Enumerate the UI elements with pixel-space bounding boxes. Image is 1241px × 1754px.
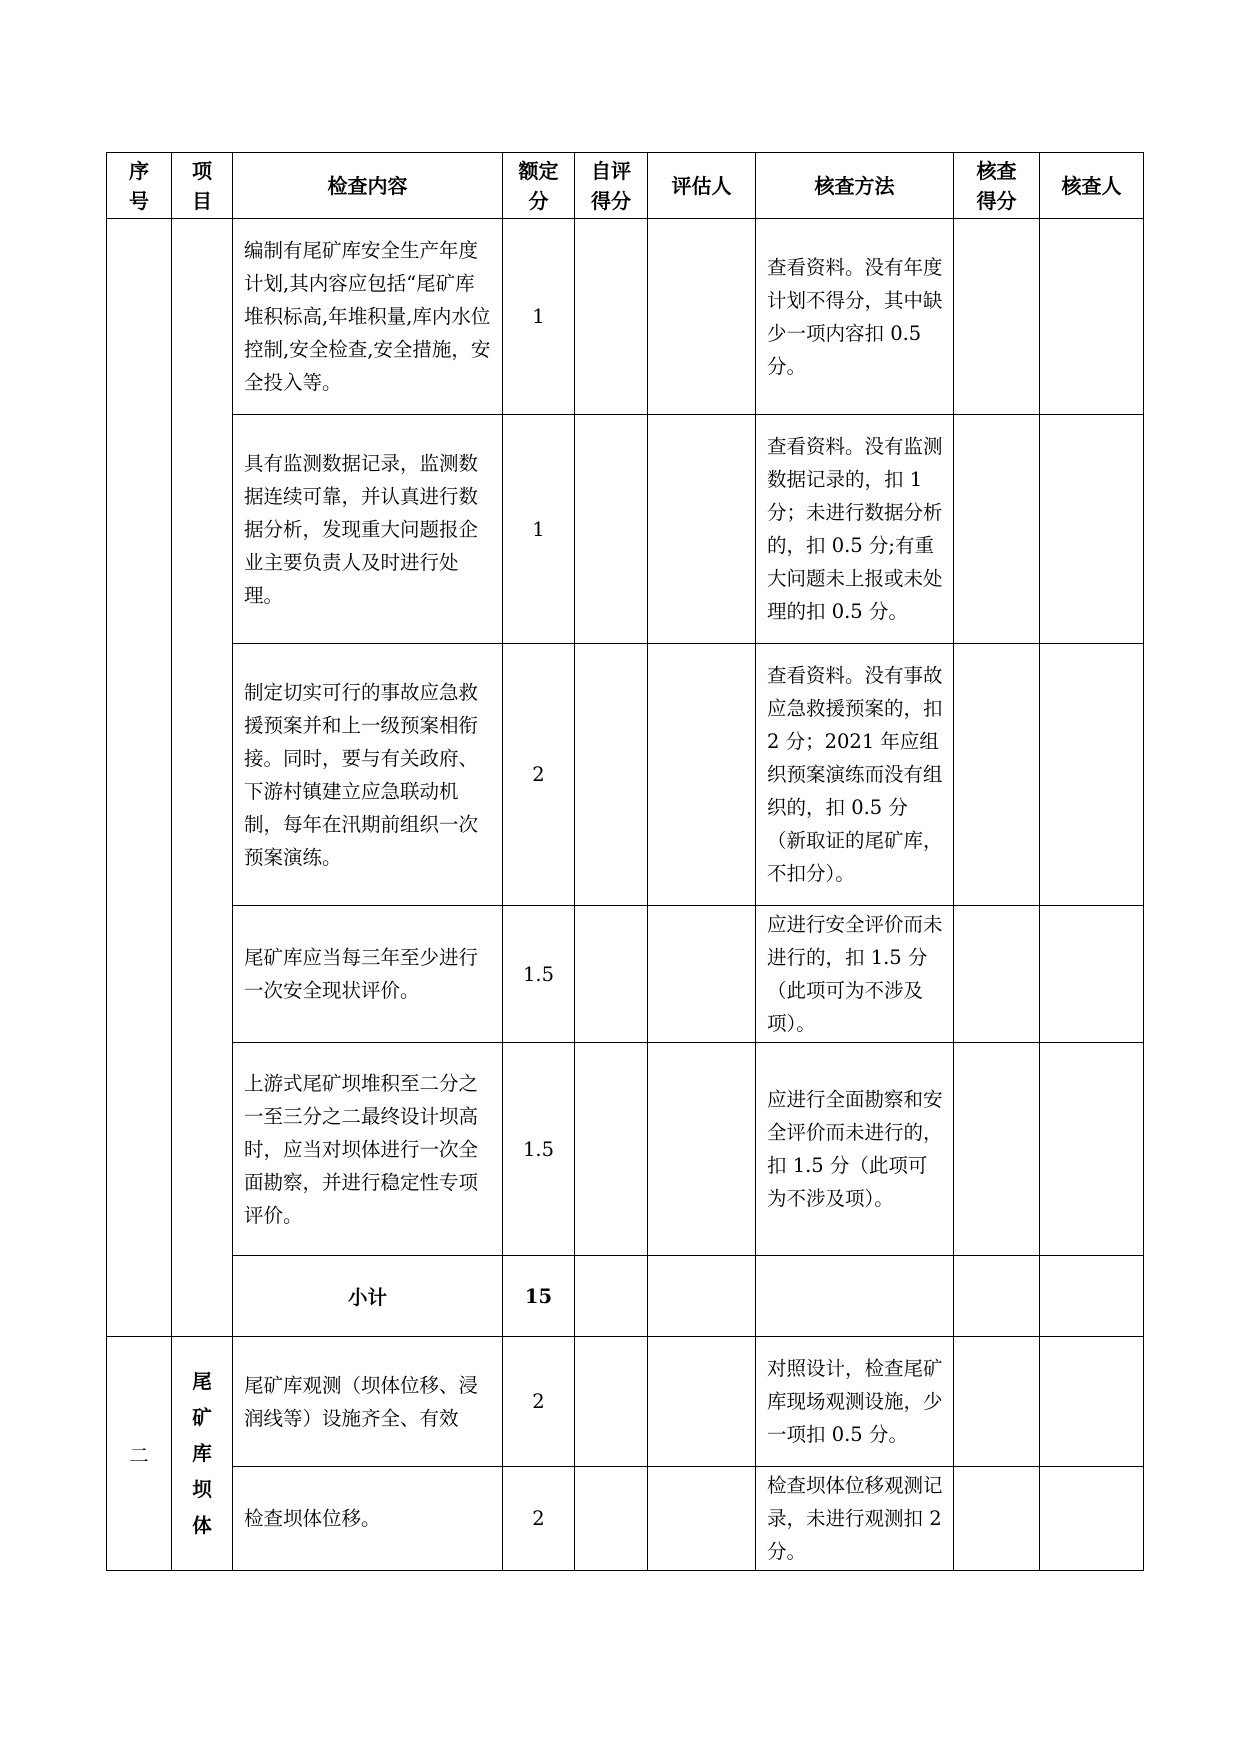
check-score-cell	[954, 1467, 1040, 1571]
method-cell	[756, 1256, 954, 1337]
self-score-cell	[575, 644, 648, 906]
item-cell	[172, 219, 233, 1337]
quota-cell: 2	[503, 644, 575, 906]
assessor-cell	[648, 1467, 756, 1571]
content-cell: 尾矿库观测（坝体位移、浸润线等）设施齐全、有效	[233, 1337, 503, 1467]
header-check-score: 核查 得分	[954, 153, 1040, 219]
check-score-cell	[954, 906, 1040, 1043]
method-cell: 应进行安全评价而未进行的，扣 1.5 分（此项可为不涉及项）。	[756, 906, 954, 1043]
check-score-cell	[954, 415, 1040, 644]
check-score-cell	[954, 644, 1040, 906]
assessor-cell	[648, 1337, 756, 1467]
assessor-cell	[648, 644, 756, 906]
table-row	[107, 415, 1144, 644]
content-cell: 编制有尾矿库安全生产年度计划,其内容应包括“尾矿库堆积标高,年堆积量,库内水位控制,安全检查,安全措施，安全投入等。	[233, 219, 503, 415]
header-self-score: 自评 得分	[575, 153, 648, 219]
content-cell: 具有监测数据记录，监测数据连续可靠，并认真进行数据分析，发现重大问题报企业主要负责人及时进行处理。	[233, 415, 503, 644]
quota-cell: 1	[503, 219, 575, 415]
table-row	[107, 219, 1144, 415]
checker-cell	[1040, 1467, 1144, 1571]
header-assessor: 评估人	[648, 153, 756, 219]
quota-cell: 2	[503, 1467, 575, 1571]
seq-cell	[107, 219, 172, 1337]
header-item: 项 目	[172, 153, 233, 219]
subtotal-row	[107, 1256, 1144, 1337]
self-score-cell	[575, 1337, 648, 1467]
method-cell: 查看资料。没有监测数据记录的，扣 1 分；未进行数据分析的，扣 0.5 分;有重大问题未上报或未处理的扣 0.5 分。	[756, 415, 954, 644]
section-item-label: 尾 矿 库 坝 体	[172, 1337, 233, 1571]
checker-cell	[1040, 415, 1144, 644]
self-score-cell	[575, 415, 648, 644]
assessor-cell	[648, 906, 756, 1043]
checker-cell	[1040, 906, 1144, 1043]
header-row	[107, 153, 1144, 219]
subtotal-score: 15	[503, 1256, 575, 1337]
checker-cell	[1040, 219, 1144, 415]
header-content: 检查内容	[233, 153, 503, 219]
header-seq: 序 号	[107, 153, 172, 219]
quota-cell: 1.5	[503, 906, 575, 1043]
checker-cell	[1040, 1043, 1144, 1256]
checker-cell	[1040, 1256, 1144, 1337]
method-cell: 应进行全面勘察和安全评价而未进行的，扣 1.5 分（此项可为不涉及项）。	[756, 1043, 954, 1256]
assessor-cell	[648, 1256, 756, 1337]
method-cell: 查看资料。没有年度计划不得分，其中缺少一项内容扣 0.5 分。	[756, 219, 954, 415]
header-method: 核查方法	[756, 153, 954, 219]
checker-cell	[1040, 644, 1144, 906]
content-cell: 检查坝体位移。	[233, 1467, 503, 1571]
method-cell: 查看资料。没有事故应急救援预案的，扣 2 分；2021 年应组织预案演练而没有组织的，扣 0.5 分（新取证的尾矿库，不扣分）。	[756, 644, 954, 906]
self-score-cell	[575, 1256, 648, 1337]
header-checker: 核查人	[1040, 153, 1144, 219]
check-score-cell	[954, 219, 1040, 415]
quota-cell: 1.5	[503, 1043, 575, 1256]
table-row	[107, 1043, 1144, 1256]
quota-cell: 2	[503, 1337, 575, 1467]
self-score-cell	[575, 1043, 648, 1256]
self-score-cell	[575, 906, 648, 1043]
method-cell: 对照设计，检查尾矿库现场观测设施，少一项扣 0.5 分。	[756, 1337, 954, 1467]
self-score-cell	[575, 1467, 648, 1571]
assessor-cell	[648, 219, 756, 415]
header-quota: 额定 分	[503, 153, 575, 219]
content-cell: 制定切实可行的事故应急救援预案并和上一级预案相衔接。同时，要与有关政府、下游村镇建立应急联动机制，每年在汛期前组织一次预案演练。	[233, 644, 503, 906]
checker-cell	[1040, 1337, 1144, 1467]
self-score-cell	[575, 219, 648, 415]
content-cell: 上游式尾矿坝堆积至二分之一至三分之二最终设计坝高时，应当对坝体进行一次全面勘察，并进行稳定性专项评价。	[233, 1043, 503, 1256]
assessor-cell	[648, 1043, 756, 1256]
method-cell: 检查坝体位移观测记录，未进行观测扣 2 分。	[756, 1467, 954, 1571]
inspection-table	[106, 152, 1144, 1571]
assessor-cell	[648, 415, 756, 644]
check-score-cell	[954, 1043, 1040, 1256]
check-score-cell	[954, 1337, 1040, 1467]
table-row	[107, 1467, 1144, 1571]
section-number: 二	[107, 1337, 172, 1571]
table-row	[107, 1337, 1144, 1467]
content-cell: 尾矿库应当每三年至少进行一次安全现状评价。	[233, 906, 503, 1043]
table-row	[107, 644, 1144, 906]
check-score-cell	[954, 1256, 1040, 1337]
quota-cell: 1	[503, 415, 575, 644]
subtotal-label: 小计	[233, 1256, 503, 1337]
table-row	[107, 906, 1144, 1043]
